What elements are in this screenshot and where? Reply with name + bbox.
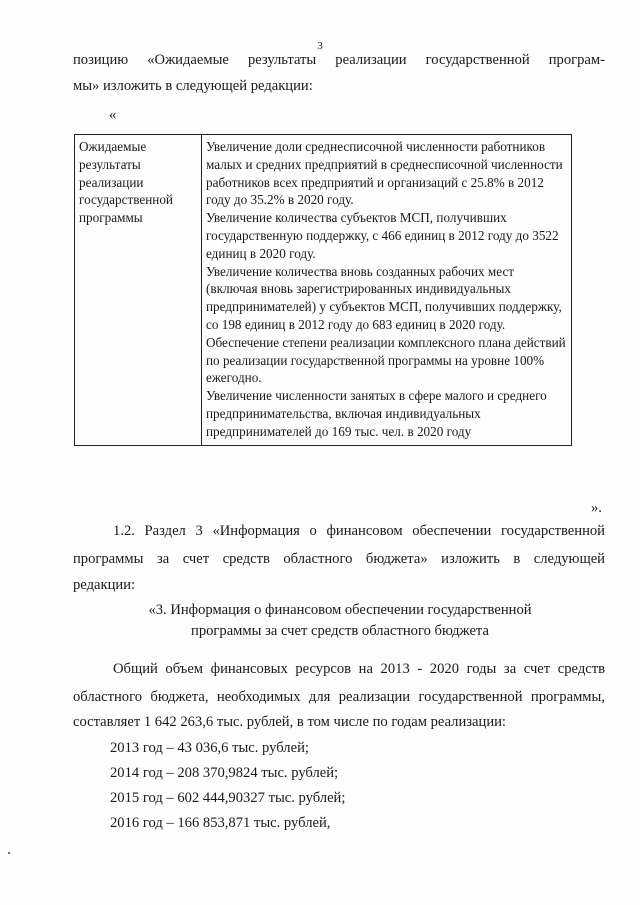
year-line-2014: 2014 год – 208 370,9824 тыс. рублей; [110, 765, 339, 781]
intro-line-1: позицию «Ожидаемые результаты реализации государственной програм- [73, 52, 605, 68]
intro-line-2: мы» изложить в следующей редакции: [73, 78, 313, 94]
result-item-5: Увеличение численности занятых в сфере малого и среднего предпринимательства, включая индивидуальных предпринимателей до 169 тыс. чел. в 2020 году [206, 388, 547, 439]
table-label-cell: Ожидаемые результаты реализации государственной программы [75, 135, 202, 446]
opening-quote-mark: « [109, 107, 117, 123]
closing-quote-mark: ». [591, 500, 602, 516]
total-line-2: областного бюджета, необходимых для реализации государственной программы, [73, 689, 605, 705]
section-heading-line-2: программы за счет средств областного бюджета [191, 623, 489, 639]
section-item-line-2: программы за счет средств областного бюджета» изложить в следующей [73, 551, 605, 567]
expected-results-table [74, 134, 572, 446]
year-line-2015: 2015 год – 602 444,90327 тыс. рублей; [110, 790, 346, 806]
section-item-line-3: редакции: [73, 577, 136, 593]
page-number: 3 [317, 40, 323, 52]
year-line-2016: 2016 год – 166 853,871 тыс. рублей, [110, 815, 331, 831]
table-row [75, 135, 572, 446]
total-line-1: Общий объем финансовых ресурсов на 2013 - 2020 годы за счет средств [113, 661, 605, 677]
section-item-line-1: 1.2. Раздел 3 «Информация о финансовом обеспечении государственной [113, 523, 605, 539]
year-line-2013: 2013 год – 43 036,6 тыс. рублей; [110, 740, 309, 756]
scan-speck [8, 852, 10, 854]
result-item-1: Увеличение доли среднесписочной численности работников малых и средних предприятий в среднесписочной численности работников всех предприятий и организаций с 25.8% в 2012 году до 35.2% в 2020 году. [206, 139, 563, 208]
result-item-2: Увеличение количества субъектов МСП, получивших государственную поддержку, с 466 единиц в 2012 году до 3522 единиц в 2020 году. [206, 210, 559, 261]
result-item-3: Увеличение количества вновь созданных рабочих мест (включая вновь зарегистрированных индивидуальных предпринимателей) у субъектов МСП, получивших поддержку, со 198 единиц в 2012 году до 683 единиц в 2020 году. [206, 263, 562, 332]
result-item-4: Обеспечение степени реализации комплексного плана действий по реализации государственной программы на уровне 100% ежегодно. [206, 334, 566, 386]
section-heading-line-1: «3. Информация о финансовом обеспечении государственной [148, 602, 532, 618]
table-content-cell [202, 135, 572, 446]
section-heading [100, 600, 580, 642]
total-line-3: составляет 1 642 263,6 тыс. рублей, в том числе по годам реализации: [73, 714, 506, 730]
